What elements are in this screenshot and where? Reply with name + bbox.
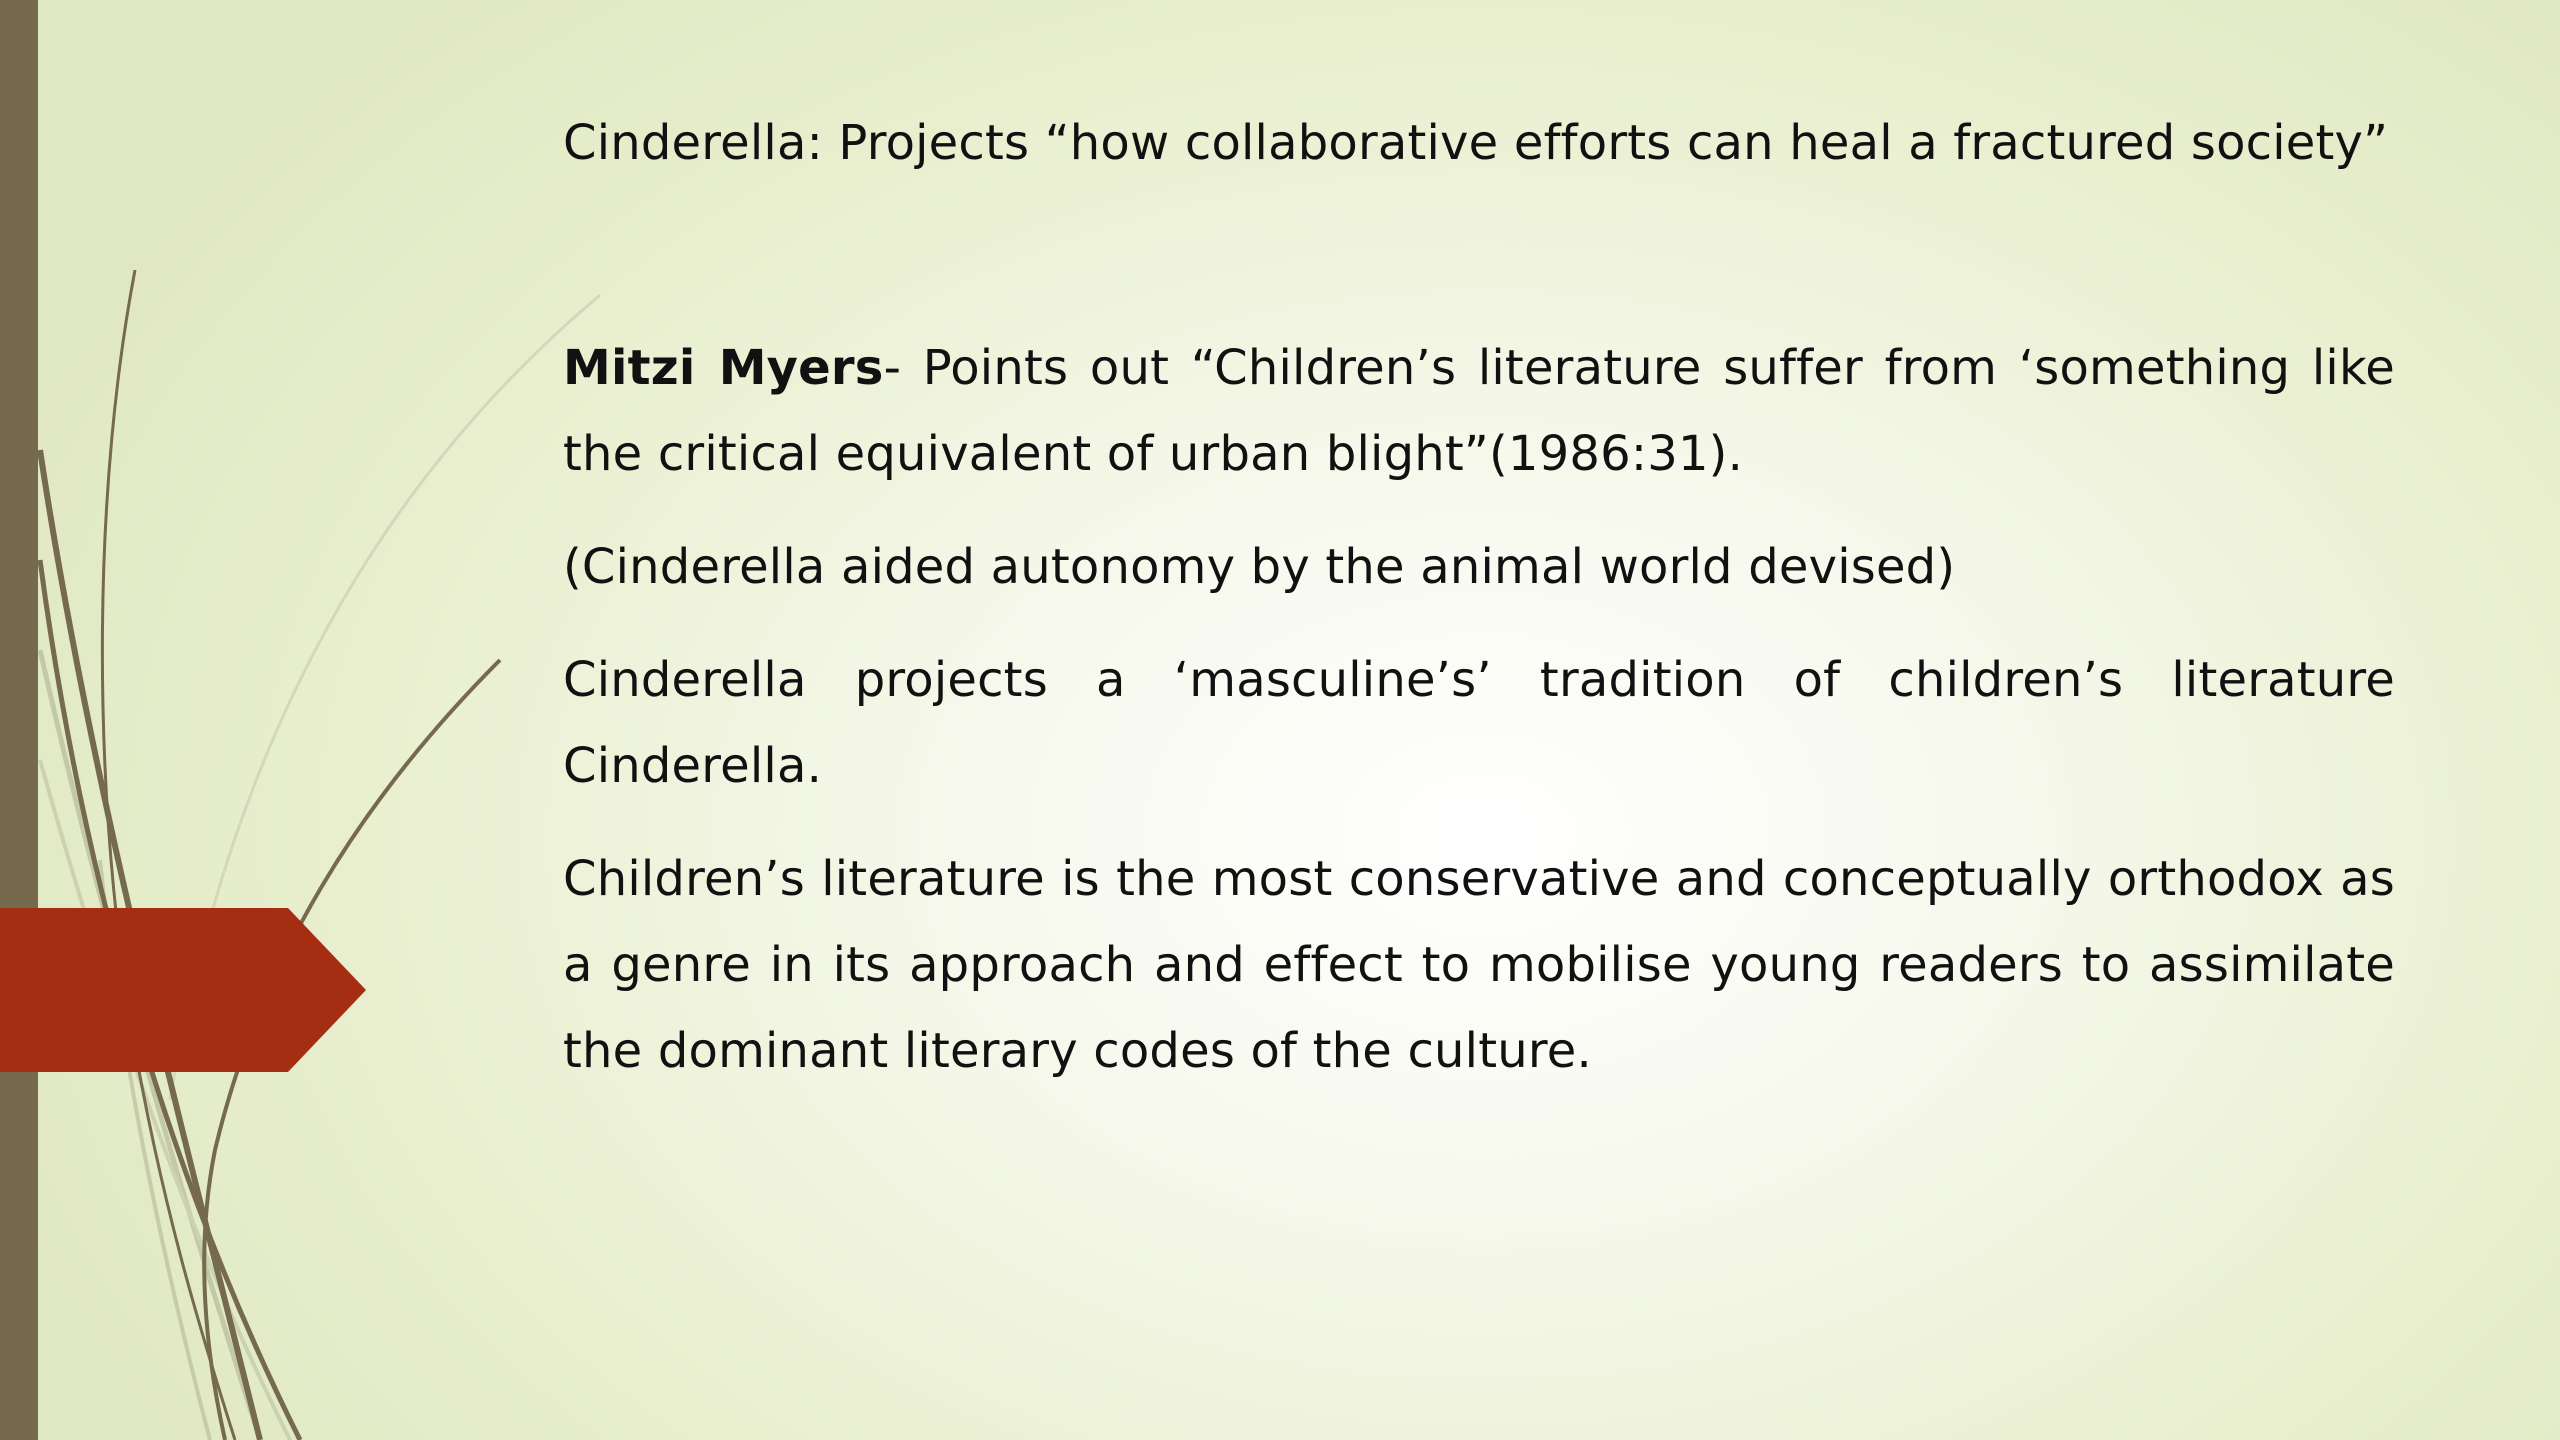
slide-heading: Cinderella: Projects “how collaborative efforts can heal a fractured society” xyxy=(563,115,2389,171)
slide-content xyxy=(563,100,2395,1094)
myers-paragraph xyxy=(563,325,2395,497)
decorative-curves xyxy=(0,0,600,1440)
conservative-genre-paragraph: Children’s literature is the most conservative and conceptually orthodox as a genre in its approach and effect to mobilise young readers to assimilate the dominant literary codes of the culture. xyxy=(563,851,2395,1079)
myers-name: Mitzi Myers xyxy=(563,340,884,396)
aided-autonomy-paragraph: (Cinderella aided autonomy by the animal world devised) xyxy=(563,539,1956,595)
masculine-tradition-paragraph: Cinderella projects a ‘masculine’s’ tradition of children’s literature Cinderella. xyxy=(563,652,2395,794)
accent-arrow-tab xyxy=(0,908,366,1072)
myers-quote: - Points out “Children’s literature suffer from ‘something like the critical equivalent of urban blight”(1986:31). xyxy=(563,340,2395,482)
